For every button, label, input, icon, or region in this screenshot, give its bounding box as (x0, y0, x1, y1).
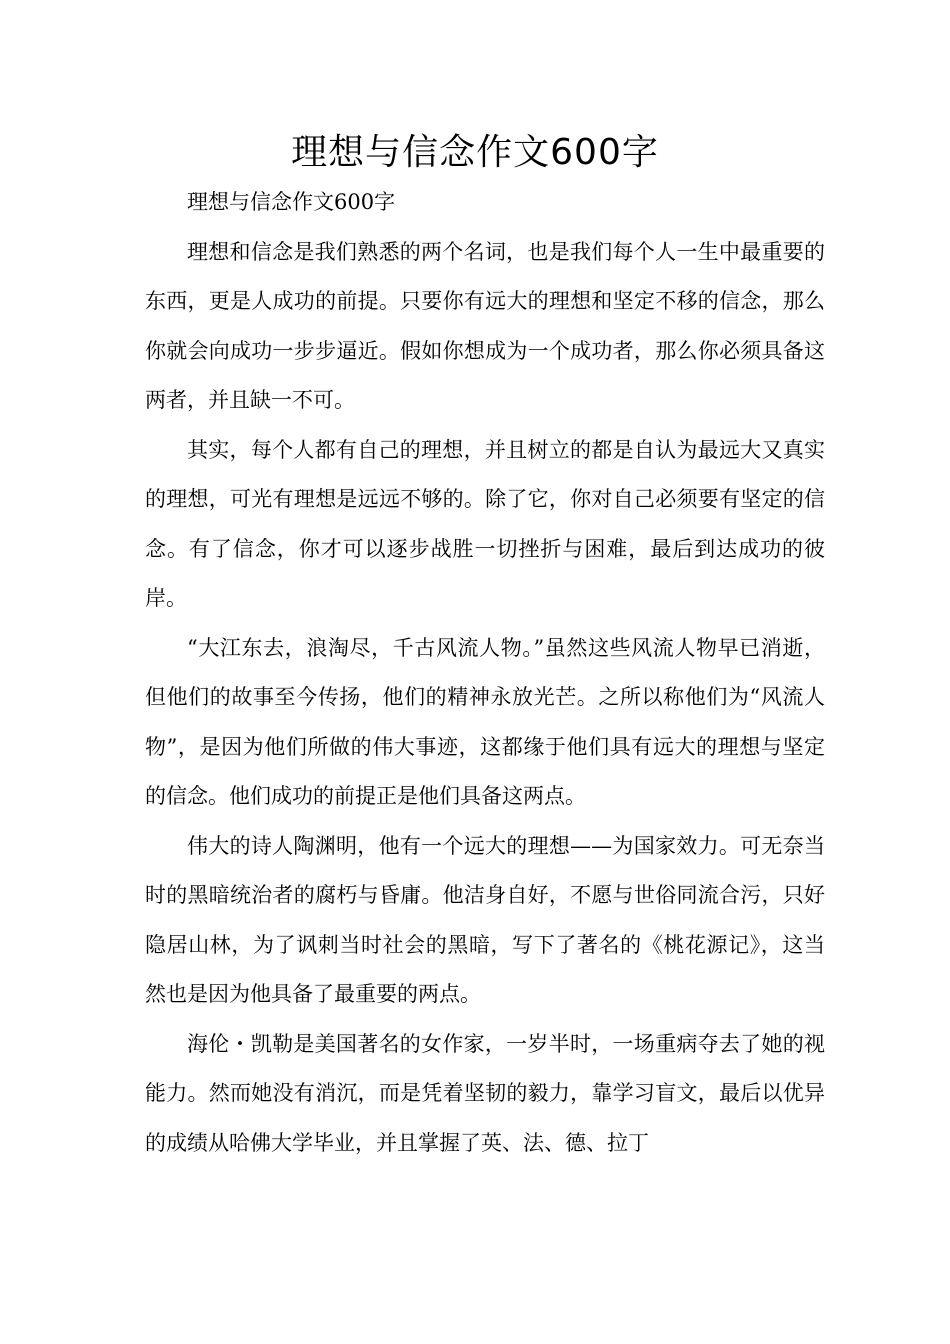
paragraph-historic-figures: “大江东去，浪淘尽，千古风流人物。”虽然这些风流人物早已消逝，但他们的故事至今传扬，他们的精神永放光芒。之所以称他们为“风流人物”，是因为他们所做的伟大事迹，这都缘于他们具有远大的理想与坚定的信念。他们成功的前提正是他们具备这两点。 (145, 635, 825, 808)
paragraph-tao-yuanming: 伟大的诗人陶渊明，他有一个远大的理想——为国家效力。可无奈当时的黑暗统治者的腐朽与昏庸。他洁身自好，不愿与世俗同流合污，只好隐居山林，为了讽刺当时社会的黑暗，写下了著名的《桃花源记》，这当然也是因为他具备了最重要的两点。 (145, 833, 825, 1006)
paragraph-subtitle: 理想与信念作文600字 (187, 190, 396, 214)
paragraph-intro: 理想和信念是我们熟悉的两个名词，也是我们每个人一生中最重要的东西，更是人成功的前提。只要你有远大的理想和坚定不移的信念，那么你就会向成功一步步逼近。假如你想成为一个成功者，那么你必须具备这两者，并且缺一不可。 (145, 239, 825, 412)
paragraph-ideals: 其实，每个人都有自己的理想，并且树立的都是自认为最远大又真实的理想，可光有理想是远远不够的。除了它，你对自己必须要有坚定的信念。有了信念，你才可以逐步战胜一切挫折与困难，最后到达成功的彼岸。 (145, 437, 825, 610)
paragraph-helen-keller: 海伦・凯勒是美国著名的女作家，一岁半时，一场重病夺去了她的视能力。然而她没有消沉，而是凭着坚韧的毅力，靠学习盲文，最后以优异的成绩从哈佛大学毕业，并且掌握了英、法、德、拉丁 (145, 1031, 825, 1155)
document-body (145, 178, 825, 1168)
document-title: 理想与信念作文600字 (291, 132, 659, 173)
